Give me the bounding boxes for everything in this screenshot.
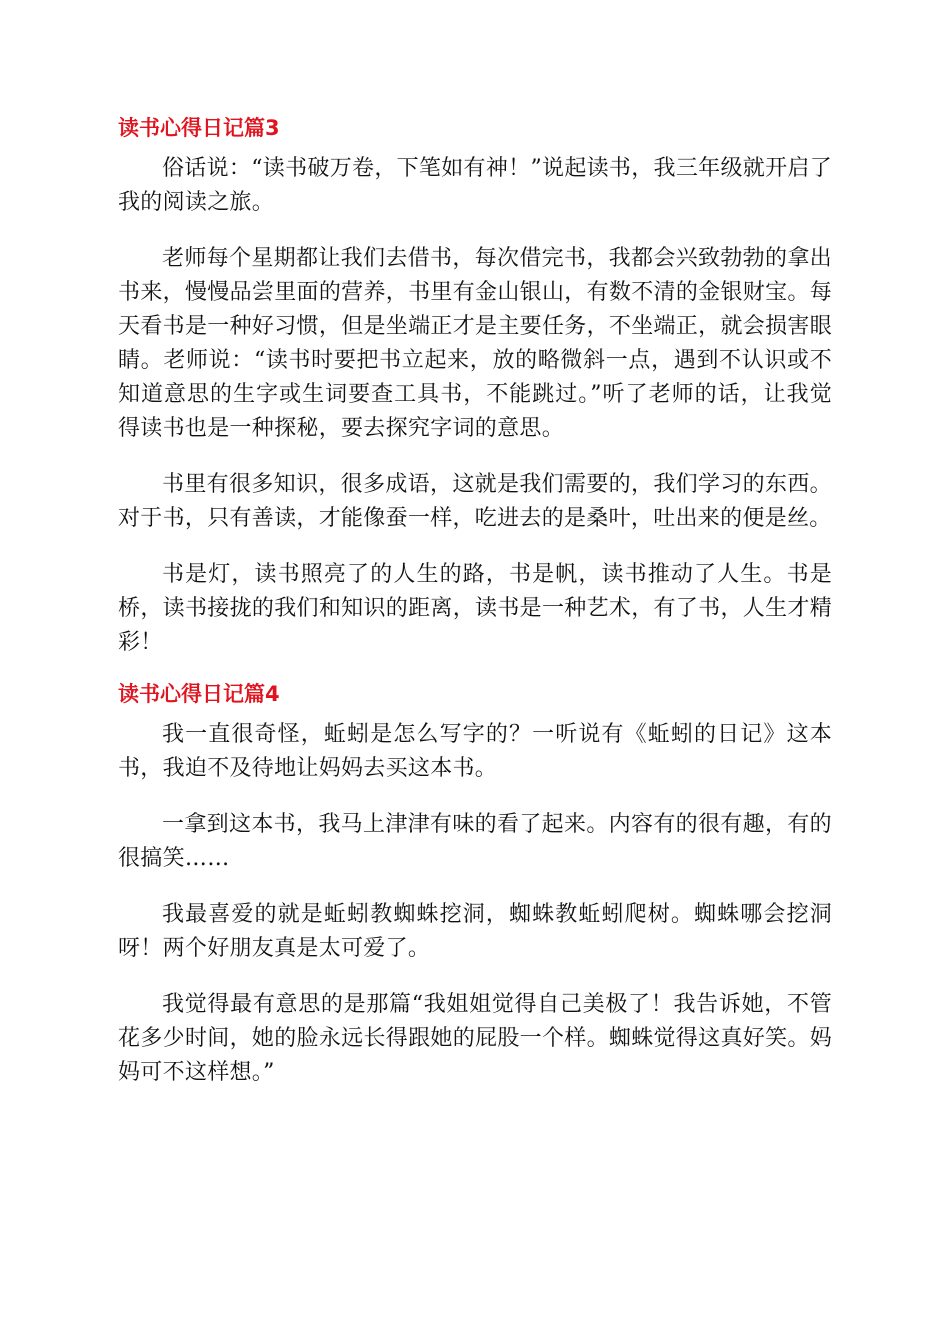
paragraph: 我一直很奇怪，蚯蚓是怎么写字的？一听说有《蚯蚓的日记》这本书，我迫不及待地让妈妈去买这本书。 [118,722,832,781]
paragraph: 书里有很多知识，很多成语，这就是我们需要的，我们学习的东西。对于书，只有善读，才能像蚕一样，吃进去的是桑叶，吐出来的便是丝。 [118,472,832,531]
section-title: 读书心得日记篇4 [118,682,280,706]
section-3 [118,110,832,660]
paragraph: 我最喜爱的就是蚯蚓教蜘蛛挖洞，蜘蛛教蚯蚓爬树。蜘蛛哪会挖洞呀！两个好朋友真是太可爱了。 [118,902,832,961]
paragraph: 俗话说：“读书破万卷，下笔如有神！”说起读书，我三年级就开启了我的阅读之旅。 [118,156,832,215]
section-title: 读书心得日记篇3 [118,116,280,140]
paragraph: 书是灯，读书照亮了的人生的路，书是帆，读书推动了人生。书是桥，读书接拢的我们和知识的距离，读书是一种艺术，有了书，人生才精彩！ [118,562,832,655]
paragraph: 一拿到这本书，我马上津津有味的看了起来。内容有的很有趣，有的很搞笑…… [118,812,832,871]
document-body [118,110,832,1106]
section-4 [118,676,832,1090]
paragraph: 老师每个星期都让我们去借书，每次借完书，我都会兴致勃勃的拿出书来，慢慢品尝里面的营养，书里有金山银山，有数不清的金银财宝。每天看书是一种好习惯，但是坐端正才是主要任务，不坐端正，就会损害眼睛。老师说：“读书时要把书立起来，放的略微斜一点，遇到不认识或不知道意思的生字或生词要查工具书，不能跳过。”听了老师的话，让我觉得读书也是一种探秘，要去探究字词的意思。 [118,246,832,441]
paragraph: 我觉得最有意思的是那篇“我姐姐觉得自己美极了！我告诉她，不管花多少时间，她的脸永远长得跟她的屁股一个样。蜘蛛觉得这真好笑。妈妈可不这样想。” [118,992,832,1085]
